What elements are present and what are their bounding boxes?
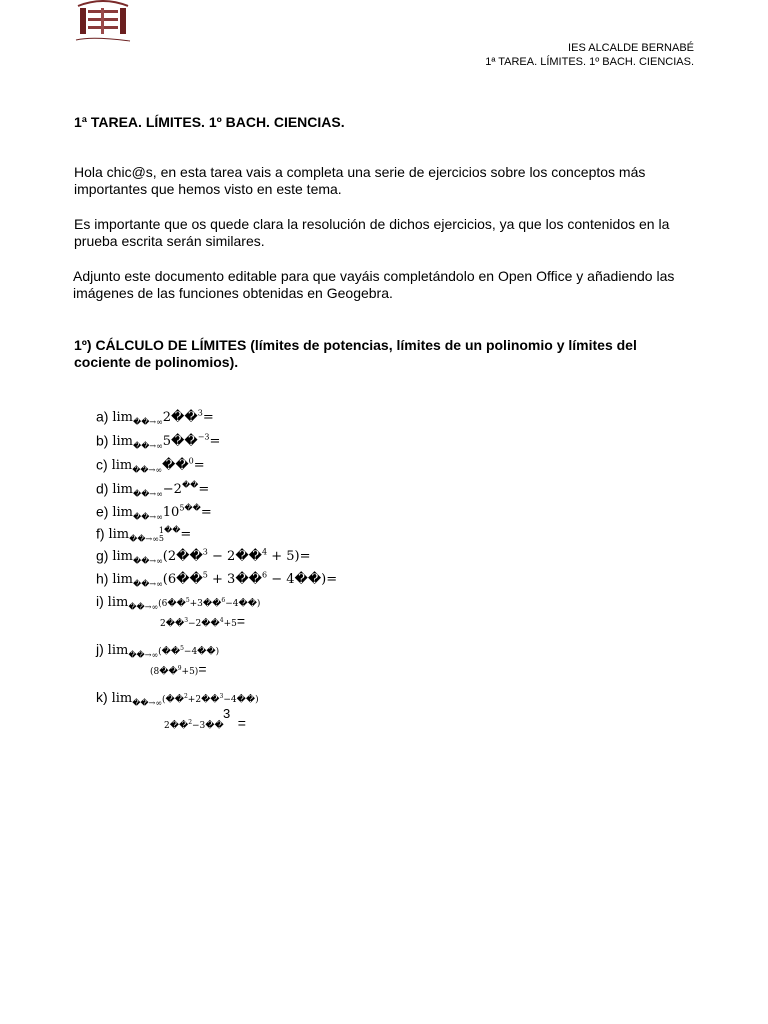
exercise-j-denominator: (8��$^9$+5)= [150,661,207,677]
school-logo [72,0,134,48]
exercise-k-denominator: 2��$^2$−3�� = [164,715,246,731]
exercise-a: a) $\lim_{��\to\infty}2��^3=$ [96,408,214,427]
attachment-paragraph: Adjunto este documento editable para que vayáis completándolo en Open Office y añadiendo las imágenes de las funciones obtenidas en Geogebra. [73,268,675,301]
exercise-k-extra: 3 [223,706,231,721]
exercise-j: j) $\lim_{��\to\infty}(��^5-4��)$ [96,641,220,660]
exercise-b: b) $\lim_{��\to\infty}5��^{-3}=$ [96,432,221,451]
section-title: 1º) CÁLCULO DE LÍMITES (límites de potencias, límites de un polinomio y límites del cociente de polinomios). [74,337,637,370]
document-title: 1ª TAREA. LÍMITES. 1º BACH. CIENCIAS. [74,114,345,130]
exercise-k: k) $\lim_{��\to\infty}(��^2+2��^3-4��)$ [96,689,259,708]
exercise-g: g) $\lim_{��\to\infty}(2��^3$ − 2��$^4$ + 5)= [96,547,311,566]
intro-paragraph: Hola chic@s, en esta tarea vais a completa una serie de ejercicios sobre los conceptos más importantes que hemos visto en este tema. [74,164,646,197]
exercise-i-denominator: 2��$^3$−2��$^4$+5= [160,613,246,629]
exercise-h: h) $\lim_{��\to\infty}(6��^5$ + 3��$^6$ − 4��)= [96,570,338,589]
exercise-f: f) $\lim_{��\to\infty}1$ 5��= [96,525,192,544]
exercise-e: e) $\lim_{��\to\infty}10^{5��}=$ [96,503,212,522]
header-subtitle: 1ª TAREA. LÍMITES. 1º BACH. CIENCIAS. [485,56,694,68]
header-school: IES ALCALDE BERNABÉ [568,42,694,54]
importance-paragraph: Es importante que os quede clara la resolución de dichos ejercicios, ya que los contenidos en la prueba escrita serán similares. [74,216,670,249]
exercise-i: i) $\lim_{��\to\infty}(6��^5+3��^6-4��)$ [96,593,261,612]
exercise-d: d) $\lim_{��\to\infty}-2^{��}=$ [96,480,210,499]
exercise-c: c) $\lim_{��\to\infty}��^0=$ [96,456,205,475]
